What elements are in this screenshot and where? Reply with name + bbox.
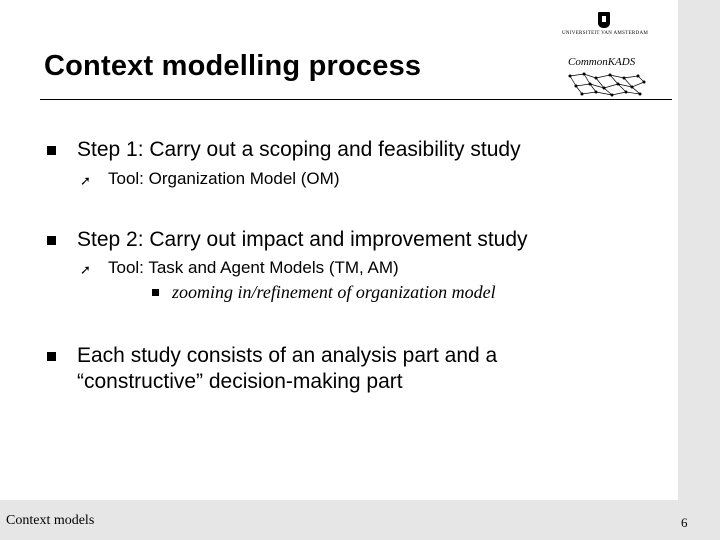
footer-label: Context models (6, 513, 95, 528)
network-graphic-icon (566, 70, 648, 98)
right-margin-band (678, 0, 720, 540)
crest-icon (598, 12, 610, 28)
university-logo (562, 12, 649, 46)
footer-band (0, 500, 720, 540)
bullet-step-2: Step 2: Carry out impact and improvement study (77, 228, 528, 251)
page-number: 6 (681, 515, 688, 530)
sub-bullet-step-2-tool: Tool: Task and Agent Models (TM, AM) (108, 258, 399, 277)
sub-bullet-step-1-tool: Tool: Organization Model (OM) (108, 169, 340, 188)
square-bullet-icon (152, 289, 159, 296)
commonkads-logo (566, 56, 648, 100)
university-logo-text: UNIVERSITEIT VAN AMSTERDAM (562, 31, 649, 36)
bullet-each-study-line-1: Each study consists of an analysis part and a (77, 344, 498, 367)
bullet-step-1: Step 1: Carry out a scoping and feasibility study (77, 138, 521, 161)
slide-title: Context modelling process (44, 50, 422, 82)
arrow-bullet-icon: ➚ (80, 262, 91, 277)
commonkads-logo-text: CommonKADS (568, 56, 636, 68)
arrow-bullet-icon: ➚ (80, 173, 91, 188)
square-bullet-icon (47, 146, 56, 155)
bullet-each-study-line-2: “constructive” decision-making part (77, 370, 403, 393)
sub-sub-bullet-zooming: zooming in/refinement of organization model (172, 282, 496, 302)
square-bullet-icon (47, 236, 56, 245)
square-bullet-icon (47, 352, 56, 361)
